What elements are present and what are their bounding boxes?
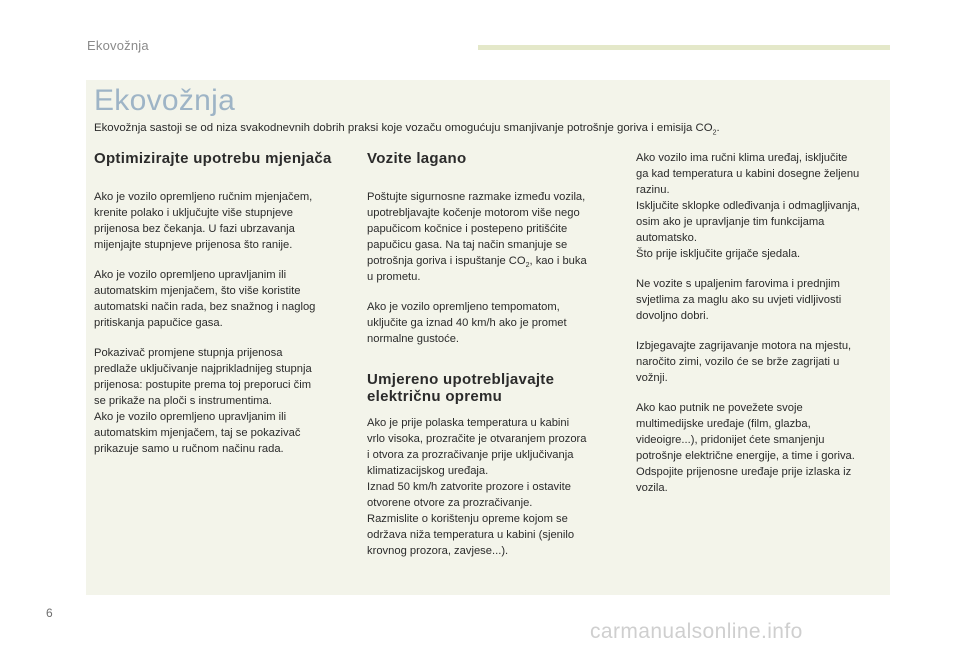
text-line: dovoljno dobri. xyxy=(636,310,709,322)
paragraph-multimedia xyxy=(636,400,881,496)
section-label: Ekovožnja xyxy=(87,38,149,53)
text-line-co2 xyxy=(367,253,612,269)
intro-main: Ekovožnja sastoji se od niza svakodnevnih dobrih praksi koje vozaču omogućuju smanjivanje potrošnje goriva i emisija CO xyxy=(94,122,713,134)
column-gearbox xyxy=(94,150,344,457)
intro-text xyxy=(94,122,884,136)
text-line: automatski način rada, bez snažnog i naglog xyxy=(94,301,316,313)
text-line: Izbjegavajte zagrijavanje motora na mjestu, xyxy=(636,340,852,352)
co2-subscript: 2 xyxy=(525,262,530,270)
heading-drive-smoothly: Vozite lagano xyxy=(367,150,467,167)
text-line: Ne vozite s upaljenim farovima i prednjim xyxy=(636,278,840,290)
text-line: predlaže uključivanje najprikladnijeg stupnja xyxy=(94,363,312,375)
co2-prefix: potrošnja goriva i ispuštanje CO xyxy=(367,255,526,267)
text-line: Ako je vozilo opremljeno upravljanim ili xyxy=(94,411,287,423)
page-title: Ekovožnja xyxy=(94,84,236,117)
text-line: Pokazivač promjene stupnja prijenosa xyxy=(94,347,283,359)
text-line: papučicom kočnice i postepeno pritišćite xyxy=(367,223,568,235)
text-line: vrlo visoka, prozračite je otvaranjem prozora xyxy=(367,433,587,445)
text-line: krovnog prozora, zavjese...). xyxy=(367,545,509,557)
text-line: Ako je prije polaska temperatura u kabini xyxy=(367,417,570,429)
text-line: se prikaže na ploči s instrumentima. xyxy=(94,395,272,407)
paragraph-automatic-gearbox xyxy=(94,267,344,331)
text-line: održava niža temperatura u kabini (sjenilo xyxy=(367,529,575,541)
paragraph-safe-distance xyxy=(367,189,612,285)
paragraph-manual-gearbox xyxy=(94,189,344,253)
text-line: Ako je vozilo opremljeno upravljanim ili xyxy=(94,269,287,281)
paragraph-engine-warmup xyxy=(636,338,881,386)
text-line: Ako je vozilo opremljeno tempomatom, xyxy=(367,301,560,313)
text-line: uključite ga iznad 40 km/h ako je promet xyxy=(367,317,567,329)
heading-line: Umjereno upotrebljavajte xyxy=(367,371,555,388)
text-line: razinu. xyxy=(636,184,670,196)
text-line: Što prije isključite grijače sjedala. xyxy=(636,248,801,260)
text-line: naročito zimi, vozilo će se brže zagrijati u xyxy=(636,356,840,368)
heading-electrical-equipment xyxy=(367,371,612,405)
text-line: upotrebljavajte kočenje motorom više nego xyxy=(367,207,580,219)
page-number: 6 xyxy=(46,606,53,620)
paragraph-climate-control xyxy=(636,150,881,262)
text-line: Ako je vozilo opremljeno ručnim mjenjačem, xyxy=(94,191,313,203)
intro-subscript: 2 xyxy=(712,129,717,137)
text-line: osim ako je upravljanje tim funkcijama xyxy=(636,216,825,228)
text-line: vožnji. xyxy=(636,372,668,384)
text-line: prijenosa: postupite prema toj preporuci čim xyxy=(94,379,312,391)
paragraph-lights xyxy=(636,276,881,324)
text-line: Poštujte sigurnosne razmake između vozila, xyxy=(367,191,586,203)
text-line: videoigre...), pridonijet ćete smanjenju xyxy=(636,434,825,446)
text-line: Razmislite o korištenju opreme kojom se xyxy=(367,513,568,525)
text-line: Odspojite prijenosne uređaje prije izlaska iz xyxy=(636,466,852,478)
text-line: Ako kao putnik ne povežete svoje xyxy=(636,402,803,414)
text-line: Ako vozilo ima ručni klima uređaj, isključite xyxy=(636,152,848,164)
text-line: Isključite sklopke odleđivanja i odmagljivanja, xyxy=(636,200,860,212)
text-line: vozila. xyxy=(636,482,668,494)
text-line: ga kad temperatura u kabini dosegne željenu xyxy=(636,168,860,180)
text-line: automatskim mjenjačem, što više koristite xyxy=(94,285,301,297)
header-rule xyxy=(478,45,890,50)
text-line: papučicu gasa. Na taj način smanjuje se xyxy=(367,239,568,251)
paragraph-cruise-control xyxy=(367,299,612,347)
text-line: pritiskanja papučice gasa. xyxy=(94,317,223,329)
text-line: krenite polako i uključujte više stupnjeve xyxy=(94,207,293,219)
text-line: prijenosa bez čekanja. U fazi ubrzavanja xyxy=(94,223,295,235)
paragraph-ventilation xyxy=(367,415,612,559)
column-drive-smoothly xyxy=(367,150,612,559)
text-line: i otvora za prozračivanje prije uključivanja xyxy=(367,449,574,461)
co2-suffix: , kao i buka xyxy=(529,255,587,267)
intro-suffix: . xyxy=(716,122,720,134)
text-line: automatskim mjenjačem, taj se pokazivač xyxy=(94,427,301,439)
text-line: normalne gustoće. xyxy=(367,333,460,345)
paragraph-gear-indicator xyxy=(94,345,344,457)
text-line: multimedijske uređaje (film, glazba, xyxy=(636,418,811,430)
text-line: u prometu. xyxy=(367,271,421,283)
text-line: prikazuje samo u ručnom načinu rada. xyxy=(94,443,284,455)
text-line: otvorene otvore za prozračivanje. xyxy=(367,497,533,509)
text-line: svjetlima za maglu ako su uvjeti vidljivosti xyxy=(636,294,842,306)
heading-gearbox: Optimizirajte upotrebu mjenjača xyxy=(94,150,332,167)
watermark: carmanualsonline.info xyxy=(590,620,803,643)
heading-line: električnu opremu xyxy=(367,388,503,405)
column-electrical-tips xyxy=(636,150,881,496)
text-line: mijenjajte stupnjeve prijenosa što ranije. xyxy=(94,239,293,251)
text-line: klimatizacijskog uređaja. xyxy=(367,465,489,477)
text-line: automatsko. xyxy=(636,232,697,244)
text-line: potrošnje električne energije, a time i goriva. xyxy=(636,450,855,462)
text-line: Iznad 50 km/h zatvorite prozore i ostavite xyxy=(367,481,571,493)
